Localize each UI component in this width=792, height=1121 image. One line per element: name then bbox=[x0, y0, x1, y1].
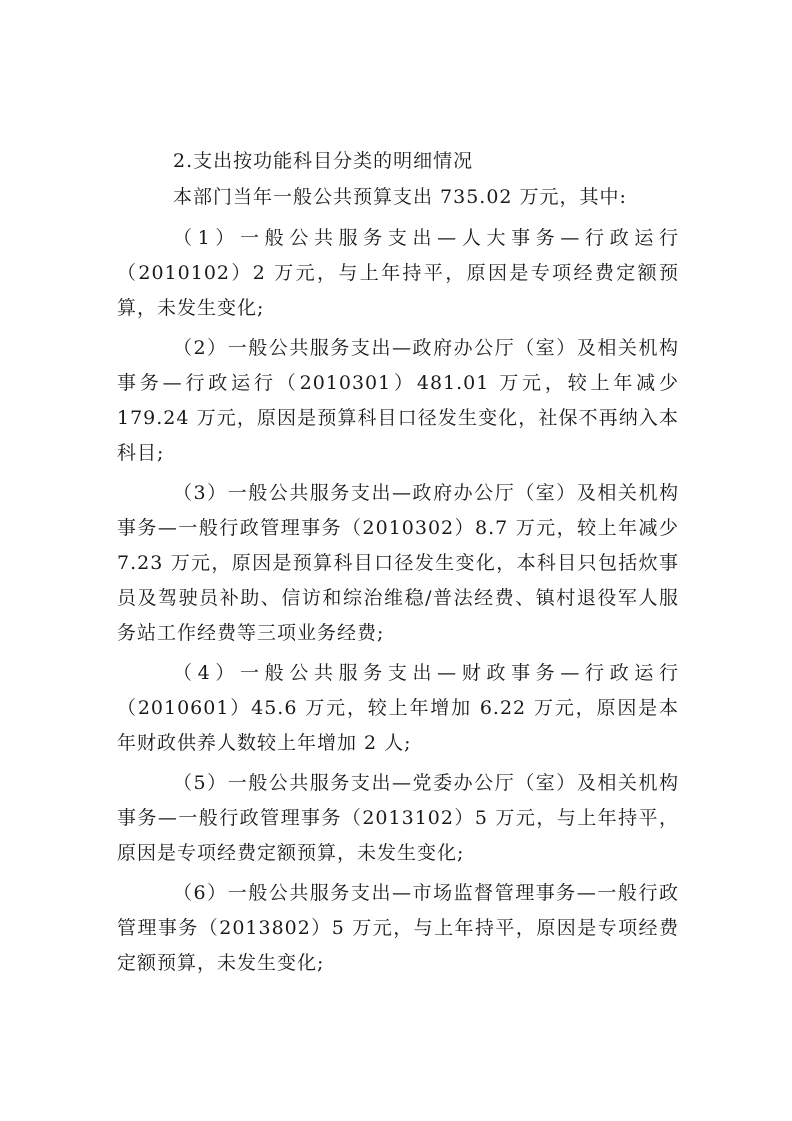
expense-item-2: （2）一般公共服务支出—政府办公厅（室）及相关机构事务—行政运行（2010301）481.01 万元，较上年减少 179.24 万元，原因是预算科目口径发生变化，社保不再纳入本科目; bbox=[117, 337, 679, 464]
expense-item-1: （1）一般公共服务支出—人大事务—行政运行（2010102）2 万元，与上年持平，原因是专项经费定额预算，未发生变化; bbox=[117, 227, 679, 319]
section-heading: 2.支出按功能科目分类的明细情况 bbox=[173, 150, 474, 172]
document-body bbox=[117, 143, 679, 986]
section-intro: 本部门当年一般公共预算支出 735.02 万元，其中: bbox=[173, 186, 627, 208]
expense-item-4: （4）一般公共服务支出—财政事务—行政运行（2010601）45.6 万元，较上年增加 6.22 万元，原因是本年财政供养人数较上年增加 2 人; bbox=[117, 662, 679, 754]
expense-item-3: （3）一般公共服务支出—政府办公厅（室）及相关机构事务—一般行政管理事务（2010302）8.7 万元，较上年减少 7.23 万元，原因是预算科目口径发生变化，本科目只包括炊事员及驾驶员补助、信访和综治维稳/普法经费、镇村退役军人服务站工作经费等三项业务经费; bbox=[117, 482, 679, 644]
expense-item-6: （6）一般公共服务支出—市场监督管理事务—一般行政管理事务（2013802）5 万元，与上年持平，原因是专项经费定额预算，未发生变化; bbox=[117, 882, 679, 974]
expense-item-5: （5）一般公共服务支出—党委办公厅（室）及相关机构事务—一般行政管理事务（2013102）5 万元，与上年持平，原因是专项经费定额预算，未发生变化; bbox=[117, 772, 679, 864]
